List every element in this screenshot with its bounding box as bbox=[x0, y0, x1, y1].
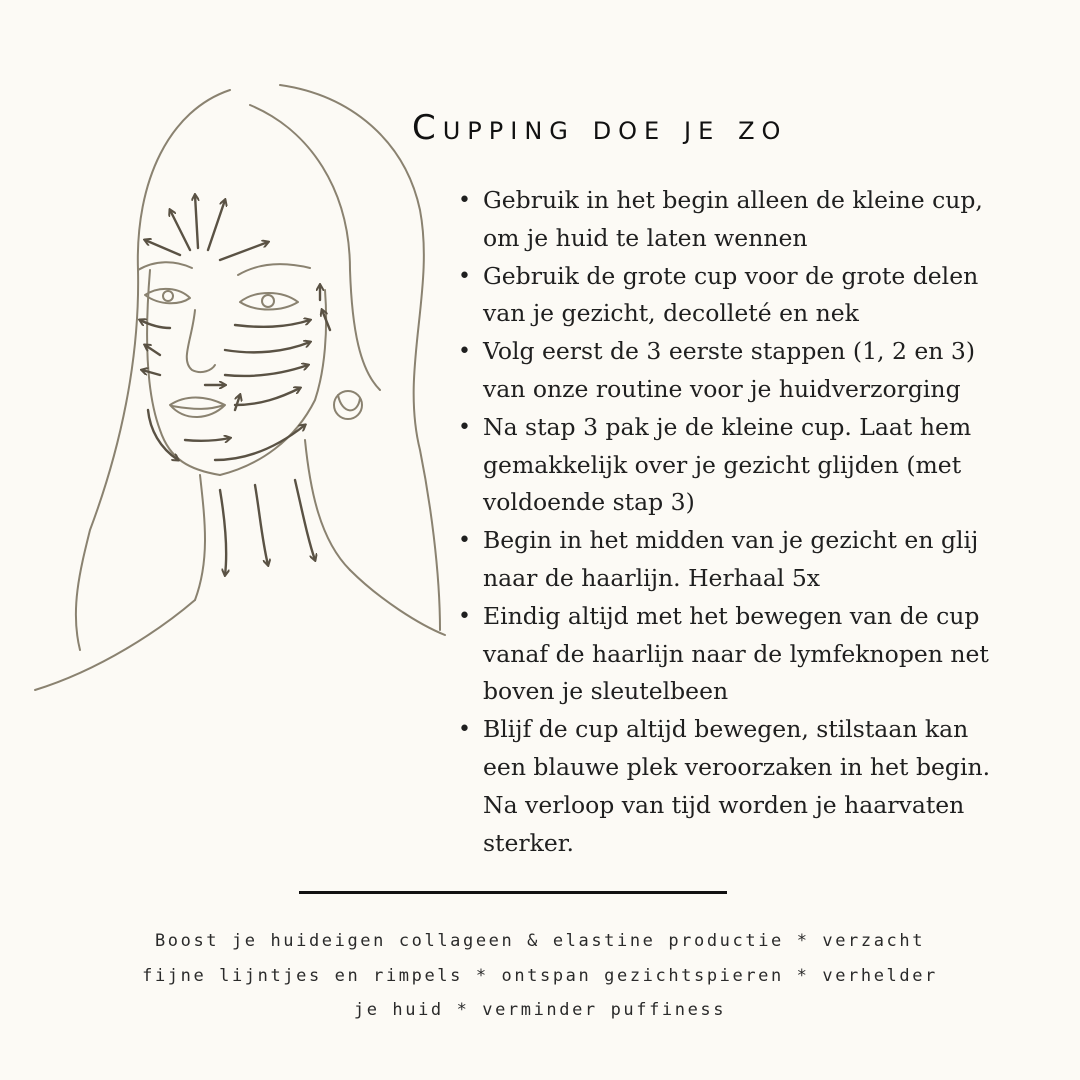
step-text: Eindig altijd met het bewegen van de cup vanaf de haarlijn naar de lymfeknopen net boven je sleutelbeen bbox=[483, 601, 989, 706]
bullet-icon: • bbox=[458, 528, 471, 554]
bullet-icon: • bbox=[458, 717, 471, 743]
list-item bbox=[458, 409, 1018, 522]
list-item bbox=[458, 258, 1018, 334]
list-item bbox=[458, 522, 1018, 598]
step-text: Na stap 3 pak je de kleine cup. Laat hem gemakkelijk over je gezicht glijden (met voldoende stap 3) bbox=[483, 412, 972, 517]
step-text: Blijf de cup altijd bewegen, stilstaan kan een blauwe plek veroorzaken in het begin. Na verloop van tijd worden je haarvaten sterker. bbox=[483, 715, 991, 857]
face-outline bbox=[35, 85, 445, 690]
step-text: Gebruik de grote cup voor de grote delen van je gezicht, decolleté en nek bbox=[483, 261, 979, 328]
bullet-icon: • bbox=[458, 339, 471, 365]
list-item bbox=[458, 598, 1018, 711]
list-item bbox=[458, 333, 1018, 409]
page-title: Cupping doe je zo bbox=[412, 108, 788, 148]
bullet-icon: • bbox=[458, 263, 471, 289]
divider bbox=[299, 891, 727, 894]
bullet-icon: • bbox=[458, 414, 471, 440]
list-item bbox=[458, 711, 1018, 862]
massage-arrows bbox=[140, 195, 330, 575]
step-text: Begin in het midden van je gezicht en glij naar de haarlijn. Herhaal 5x bbox=[483, 526, 979, 592]
list-item bbox=[458, 182, 1018, 258]
step-text: Gebruik in het begin alleen de kleine cup, om je huid te laten wennen bbox=[483, 186, 983, 252]
benefits-tagline: Boost je huideigen collageen & elastine productie * verzacht fijne lijntjes en rimpels * ontspan gezichtspieren * verhelder je huid * verminder puffiness bbox=[142, 931, 938, 1020]
bullet-icon: • bbox=[458, 603, 471, 629]
step-text: Volg eerst de 3 eerste stappen (1, 2 en 3) van onze routine voor je huidverzorging bbox=[483, 337, 976, 403]
face-massage-illustration bbox=[20, 70, 460, 710]
steps-list bbox=[458, 182, 1018, 862]
bullet-icon: • bbox=[458, 188, 471, 213]
